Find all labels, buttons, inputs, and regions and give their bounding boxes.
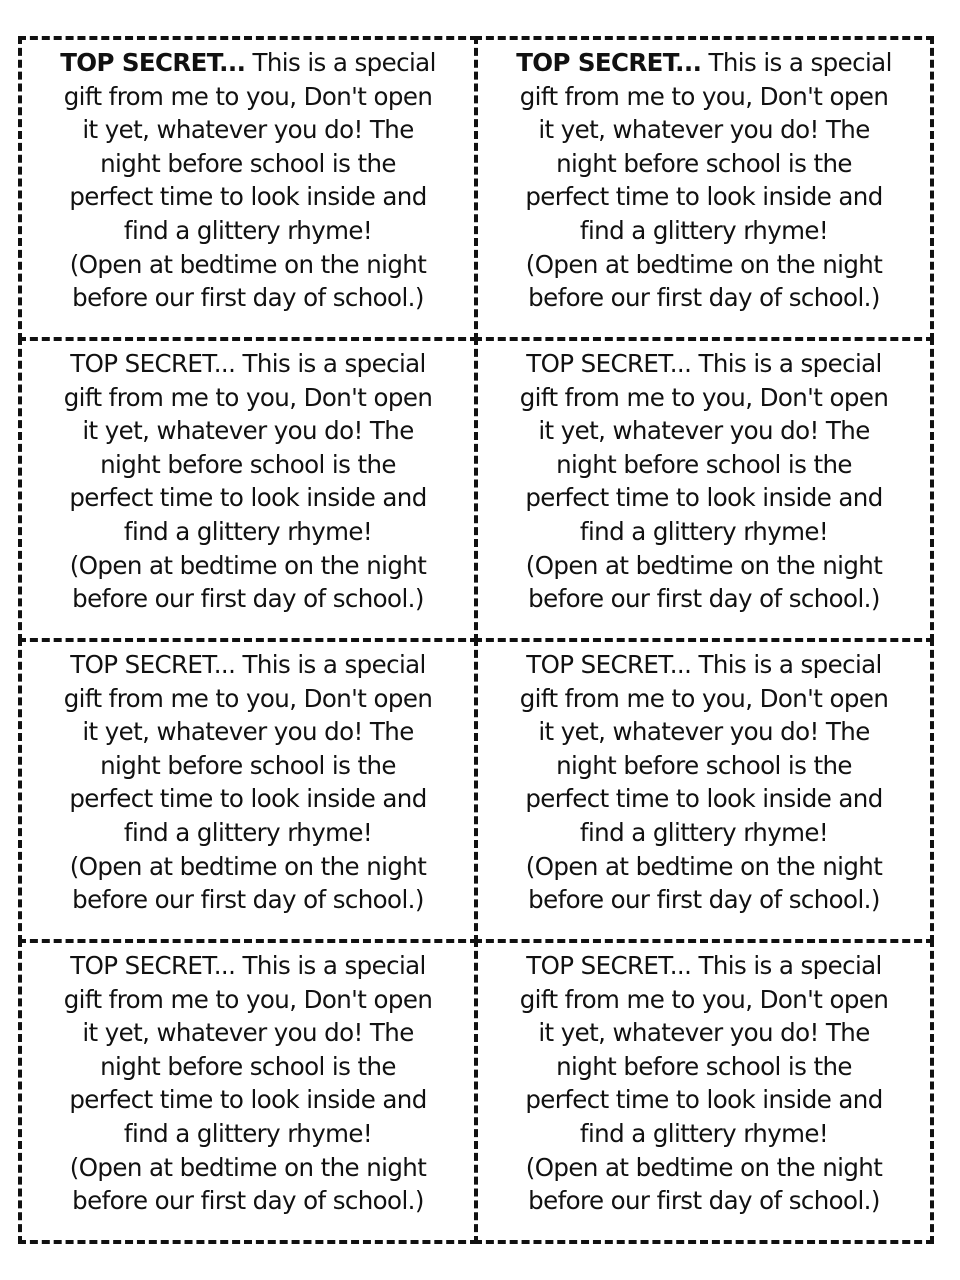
message-line-4: night before school is the <box>556 1051 852 1081</box>
message-line-2: gift from me to you, Don't open <box>519 984 889 1014</box>
message-line-5: perfect time to look inside and <box>525 182 883 212</box>
message-line-5: perfect time to look inside and <box>525 1085 883 1115</box>
message-line-3: it yet, whatever you do! The <box>82 717 414 747</box>
message-line-3: it yet, whatever you do! The <box>82 1018 414 1048</box>
message-line-5: perfect time to look inside and <box>525 483 883 513</box>
message-line-1: TOP SECRET... This is a special <box>526 650 882 679</box>
message-line-4: night before school is the <box>556 449 852 479</box>
message-line-2: gift from me to you, Don't open <box>519 81 889 111</box>
message-line-1: TOP SECRET... This is a special <box>516 48 892 77</box>
gift-tag-text <box>28 648 468 917</box>
message-line-5: perfect time to look inside and <box>69 182 427 212</box>
message-line-7: (Open at bedtime on the night <box>69 851 427 881</box>
message-line-7: (Open at bedtime on the night <box>525 851 883 881</box>
gift-tag-text <box>484 949 924 1218</box>
message-line-6: find a glittery rhyme! <box>579 215 829 245</box>
message-line-8: before our first day of school.) <box>528 1186 880 1216</box>
message-line-3: it yet, whatever you do! The <box>82 115 414 145</box>
message-line-3: it yet, whatever you do! The <box>538 1018 870 1048</box>
message-line-8: before our first day of school.) <box>72 1186 424 1216</box>
message-line-6: find a glittery rhyme! <box>579 1118 829 1148</box>
top-secret-lead: TOP SECRET... <box>70 349 236 378</box>
message-line-7: (Open at bedtime on the night <box>525 1152 883 1182</box>
message-line-2: gift from me to you, Don't open <box>63 382 433 412</box>
gift-tag-text <box>28 949 468 1218</box>
message-line-1: TOP SECRET... This is a special <box>60 48 436 77</box>
message-line-1: TOP SECRET... This is a special <box>70 951 426 980</box>
top-secret-lead: TOP SECRET... <box>526 951 692 980</box>
message-line-5: perfect time to look inside and <box>525 784 883 814</box>
message-line-6: find a glittery rhyme! <box>579 516 829 546</box>
message-line-4: night before school is the <box>100 449 396 479</box>
message-line-1: TOP SECRET... This is a special <box>70 650 426 679</box>
message-line-7: (Open at bedtime on the night <box>525 249 883 279</box>
message-line-7: (Open at bedtime on the night <box>69 249 427 279</box>
message-line-6: find a glittery rhyme! <box>123 215 373 245</box>
gift-tag-card <box>474 337 934 642</box>
message-line-4: night before school is the <box>556 750 852 780</box>
gift-tag-sheet <box>20 38 932 1242</box>
top-secret-lead: TOP SECRET... <box>60 48 246 77</box>
message-line-4: night before school is the <box>556 148 852 178</box>
message-line-8: before our first day of school.) <box>72 584 424 614</box>
message-line-8: before our first day of school.) <box>72 885 424 915</box>
top-secret-lead: TOP SECRET... <box>526 650 692 679</box>
message-line-7: (Open at bedtime on the night <box>525 550 883 580</box>
message-line-3: it yet, whatever you do! The <box>82 416 414 446</box>
message-line-2: gift from me to you, Don't open <box>63 984 433 1014</box>
message-line-6: find a glittery rhyme! <box>579 817 829 847</box>
message-line-1: TOP SECRET... This is a special <box>526 349 882 378</box>
gift-tag-text <box>484 46 924 315</box>
message-line-4: night before school is the <box>100 750 396 780</box>
message-line-5: perfect time to look inside and <box>69 483 427 513</box>
top-secret-lead: TOP SECRET... <box>70 650 236 679</box>
message-line-3: it yet, whatever you do! The <box>538 115 870 145</box>
gift-tag-card <box>474 939 934 1244</box>
message-line-6: find a glittery rhyme! <box>123 516 373 546</box>
message-line-2: gift from me to you, Don't open <box>519 382 889 412</box>
message-line-4: night before school is the <box>100 148 396 178</box>
message-line-5: perfect time to look inside and <box>69 1085 427 1115</box>
top-secret-lead: TOP SECRET... <box>526 349 692 378</box>
gift-tag-card <box>18 939 478 1244</box>
gift-tag-text <box>28 347 468 616</box>
message-line-3: it yet, whatever you do! The <box>538 717 870 747</box>
gift-tag-text <box>28 46 468 315</box>
gift-tag-card <box>474 638 934 943</box>
gift-tag-text <box>484 347 924 616</box>
message-line-6: find a glittery rhyme! <box>123 1118 373 1148</box>
message-line-4: night before school is the <box>100 1051 396 1081</box>
top-secret-lead: TOP SECRET... <box>516 48 702 77</box>
message-line-8: before our first day of school.) <box>528 584 880 614</box>
gift-tag-text <box>484 648 924 917</box>
message-line-7: (Open at bedtime on the night <box>69 1152 427 1182</box>
message-line-2: gift from me to you, Don't open <box>63 81 433 111</box>
message-line-7: (Open at bedtime on the night <box>69 550 427 580</box>
message-line-2: gift from me to you, Don't open <box>63 683 433 713</box>
message-line-8: before our first day of school.) <box>528 283 880 313</box>
gift-tag-card <box>18 638 478 943</box>
gift-tag-card <box>18 36 478 341</box>
message-line-8: before our first day of school.) <box>72 283 424 313</box>
message-line-8: before our first day of school.) <box>528 885 880 915</box>
message-line-3: it yet, whatever you do! The <box>538 416 870 446</box>
message-line-1: TOP SECRET... This is a special <box>70 349 426 378</box>
gift-tag-card <box>18 337 478 642</box>
message-line-1: TOP SECRET... This is a special <box>526 951 882 980</box>
message-line-6: find a glittery rhyme! <box>123 817 373 847</box>
top-secret-lead: TOP SECRET... <box>70 951 236 980</box>
message-line-5: perfect time to look inside and <box>69 784 427 814</box>
gift-tag-card <box>474 36 934 341</box>
message-line-2: gift from me to you, Don't open <box>519 683 889 713</box>
